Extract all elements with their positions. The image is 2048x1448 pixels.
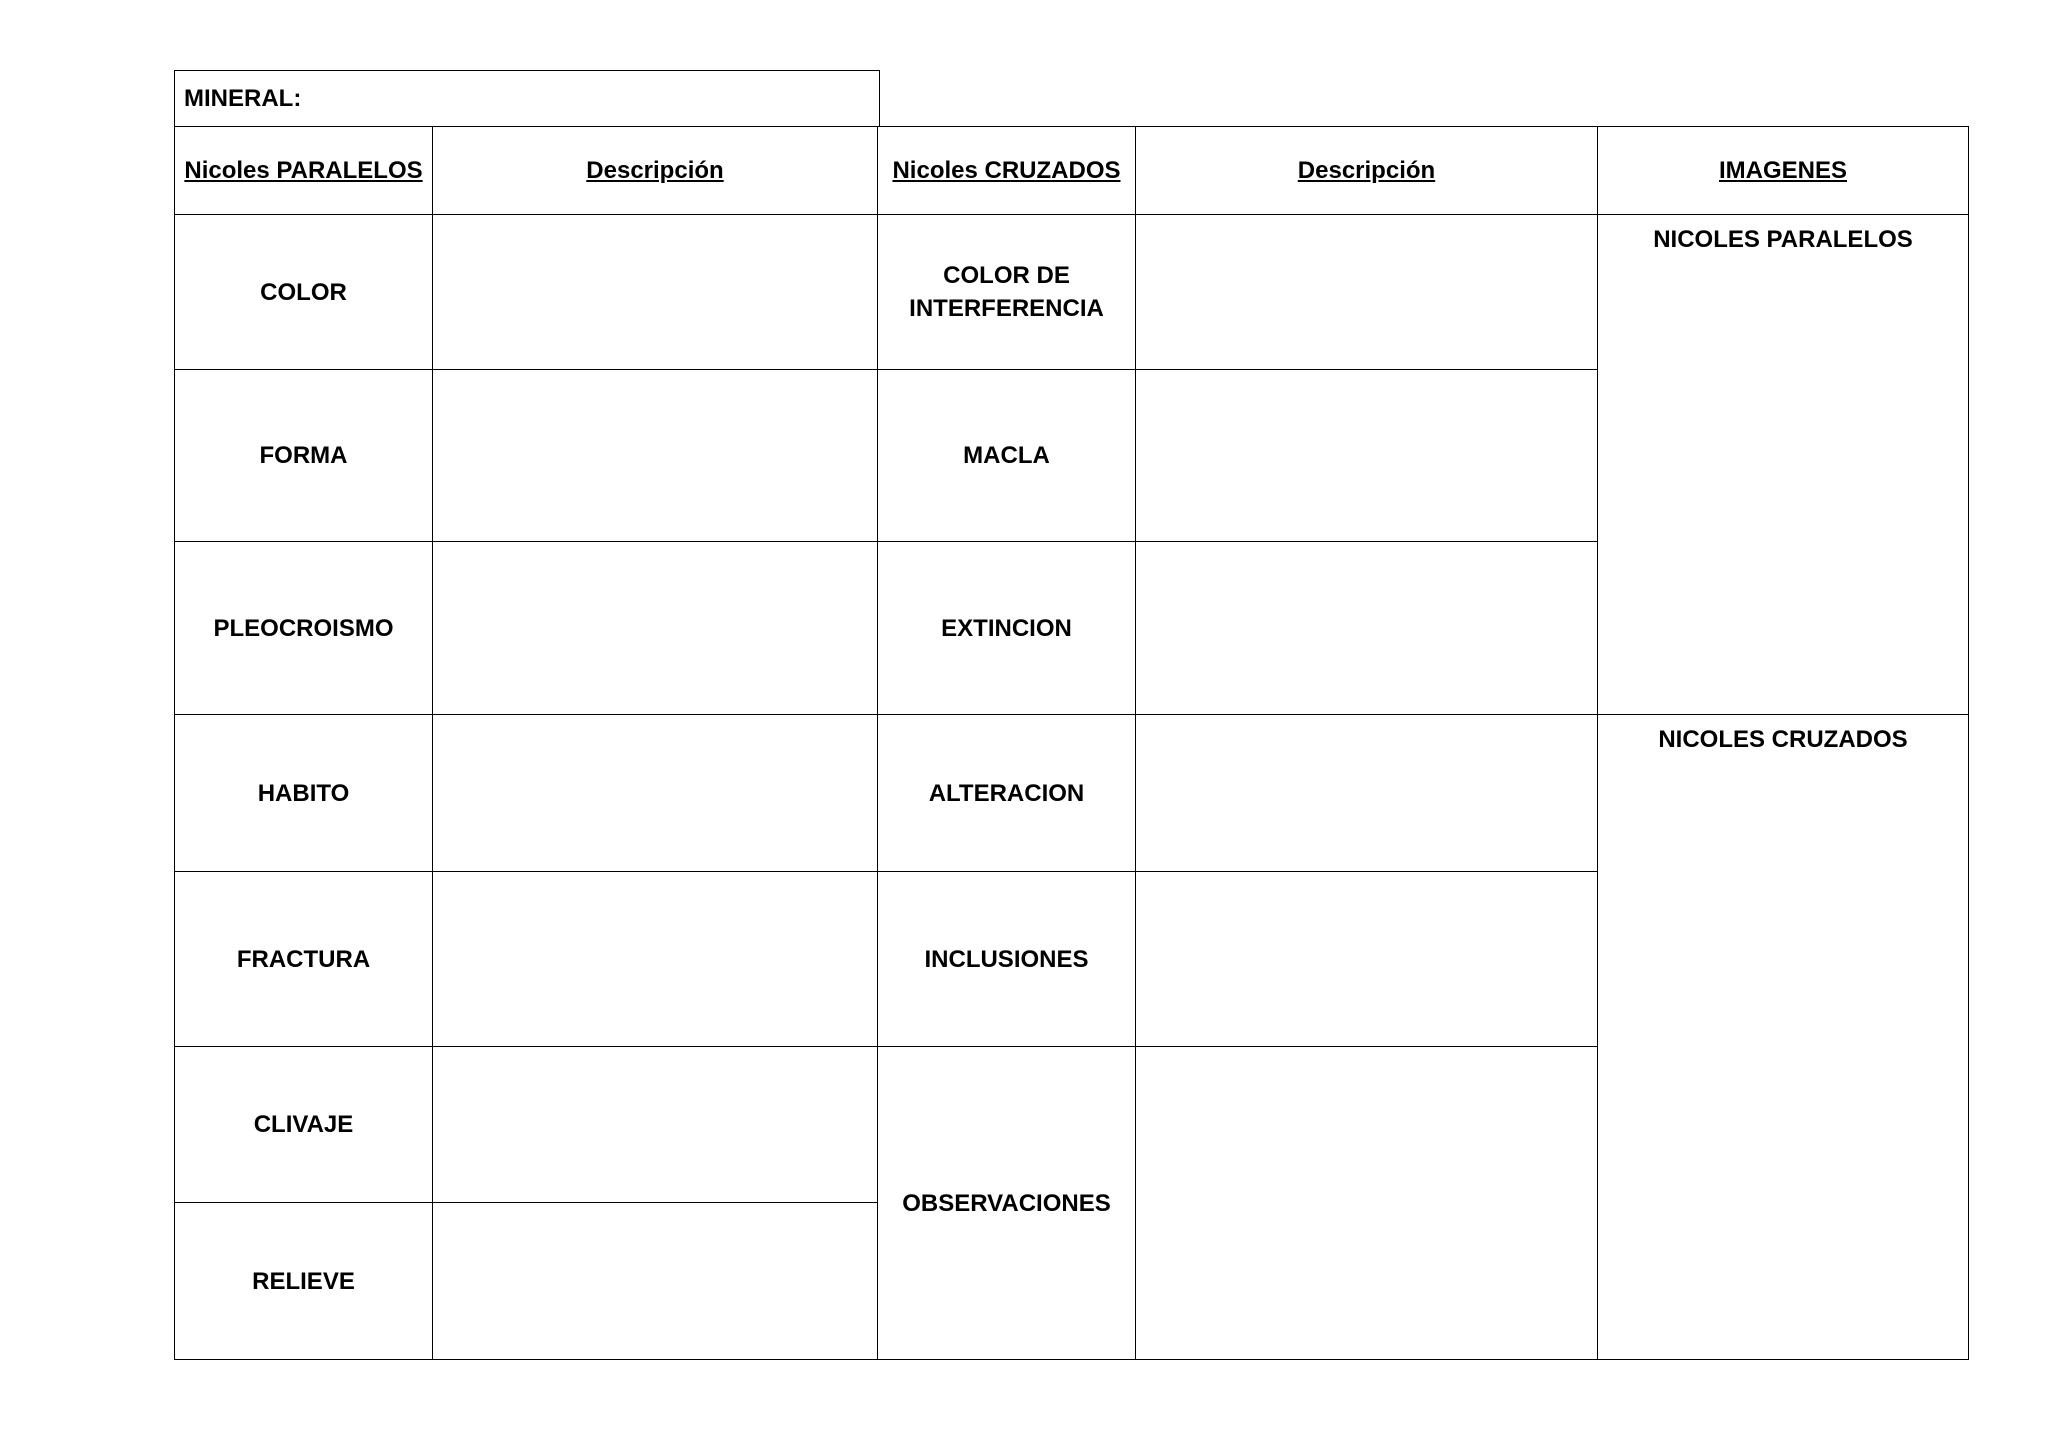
property-forma: FORMA: [175, 370, 433, 542]
description-field-macla[interactable]: [1136, 370, 1598, 542]
description-field-observaciones[interactable]: [1136, 1047, 1598, 1360]
table-row: [175, 715, 1969, 872]
description-field-fractura[interactable]: [433, 872, 878, 1047]
property-macla: MACLA: [878, 370, 1136, 542]
description-field-habito[interactable]: [433, 715, 878, 872]
header-descripcion-paralelos: Descripción: [433, 127, 878, 215]
description-field-color[interactable]: [433, 215, 878, 370]
property-relieve: RELIEVE: [175, 1203, 433, 1360]
header-nicoles-paralelos: Nicoles PARALELOS: [175, 127, 433, 215]
property-alteracion: ALTERACION: [878, 715, 1136, 872]
property-observaciones: OBSERVACIONES: [878, 1047, 1136, 1360]
mineral-description-table: [174, 126, 1969, 1360]
description-field-pleocroismo[interactable]: [433, 542, 878, 715]
description-field-inclusiones[interactable]: [1136, 872, 1598, 1047]
property-color: COLOR: [175, 215, 433, 370]
table-row: [175, 215, 1969, 370]
property-habito: HABITO: [175, 715, 433, 872]
description-field-alteracion[interactable]: [1136, 715, 1598, 872]
image-area-nicoles-cruzados[interactable]: NICOLES CRUZADOS: [1598, 715, 1969, 1360]
property-color-de-interferencia: COLOR DE INTERFERENCIA: [878, 215, 1136, 370]
description-field-forma[interactable]: [433, 370, 878, 542]
property-clivaje: CLIVAJE: [175, 1047, 433, 1203]
header-row: [175, 127, 1969, 215]
description-field-relieve[interactable]: [433, 1203, 878, 1360]
header-descripcion-cruzados: Descripción: [1136, 127, 1598, 215]
image-area-nicoles-paralelos[interactable]: NICOLES PARALELOS: [1598, 215, 1969, 715]
description-field-color-de-interferencia[interactable]: [1136, 215, 1598, 370]
property-pleocroismo: PLEOCROISMO: [175, 542, 433, 715]
property-inclusiones: INCLUSIONES: [878, 872, 1136, 1047]
description-field-clivaje[interactable]: [433, 1047, 878, 1203]
property-fractura: FRACTURA: [175, 872, 433, 1047]
header-imagenes: IMAGENES: [1598, 127, 1969, 215]
header-nicoles-cruzados: Nicoles CRUZADOS: [878, 127, 1136, 215]
property-extincion: EXTINCION: [878, 542, 1136, 715]
mineral-label: MINERAL:: [184, 85, 302, 112]
description-field-extincion[interactable]: [1136, 542, 1598, 715]
mineral-header-box: [174, 70, 880, 126]
